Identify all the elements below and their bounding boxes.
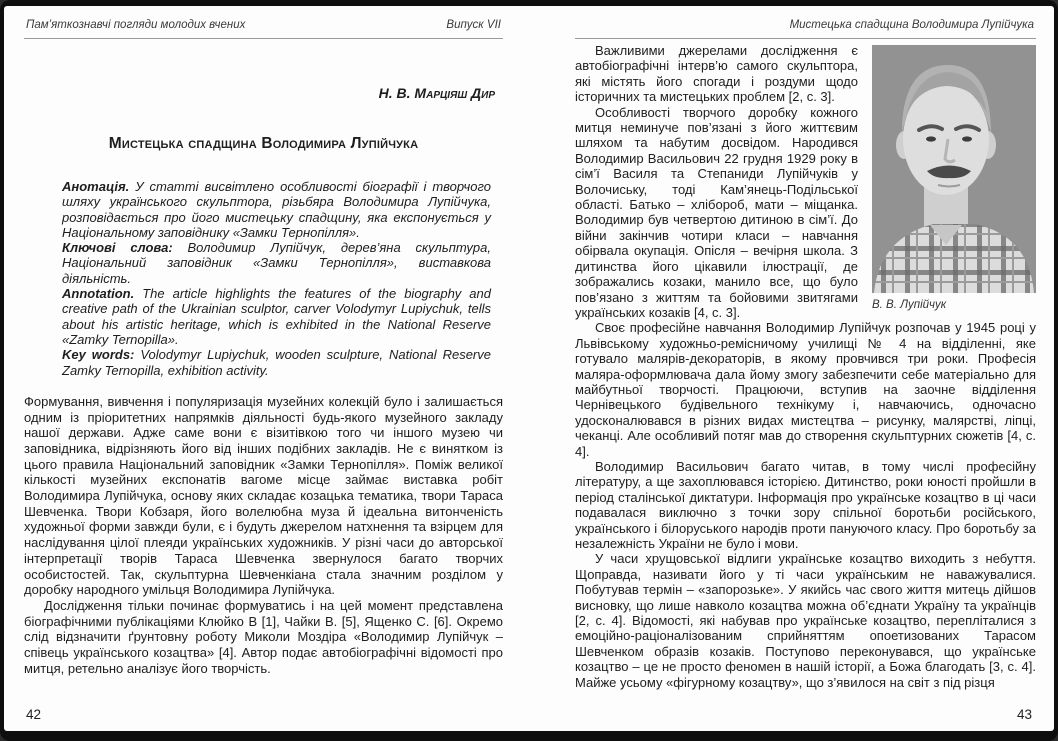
body-paragraph: У часи хрущовської відлиги українське козацтво виходить з небуття. Щоправда, називати його у ті часи українським не наважувалися. Побутував термін – «запорозьке». У якийсь час свого життя митець дійшов висновку, що лише навколо козацтва можна об’єднати Україну та українців [2, с. 4]. Відомості, які набував про українське козацтво, перепліталися з емоційно-раціоналізованим сприйняттям опоетизованих Тарасом Шевченком образів козаків. Поступово переконувався, що українське козацтво – це не просто феномен в нашій історії, а Божа благодать [3, с. 4]. Майже усьому «фігурному козацтву», що з’явилося на світ з під різця <box>575 551 1036 690</box>
article-title: Мистецька спадщина Володимира Лупійчука <box>108 135 419 152</box>
running-head-journal: Пам’яткознавчі погляди молодих вчених <box>26 19 246 31</box>
running-head <box>24 16 503 38</box>
keywords-ua-lead: Ключові слова: <box>62 240 173 256</box>
body-paragraph: Важливими джерелами дослідження є автобіографічні інтерв’ю самого скульптора, які містять його спогади і роздуми щодо історичних та мистецьких проблем [2, с. 3]. <box>575 43 858 105</box>
page-right <box>529 6 1054 731</box>
abstract-en-text: The article highlights the features of the biography and creative path of the Ukrainian sculptor, carver Volodymyr Lupiychuk, tells about his artistic heritage, which is exhibited in the National Reserve «Zamky Ternopilla». <box>62 286 491 347</box>
portrait-caption: В. В. Лупійчук <box>872 299 947 311</box>
running-head <box>575 16 1036 38</box>
body-text-left <box>24 394 503 677</box>
page-number: 42 <box>26 707 42 722</box>
body-paragraph: Дослідження тільки починає формуватись і на цей момент представлена біографічними публікаціями Клюйко В [1], Чайки В. [5], Ященко С. [6]. Окремо слід відзначити ґрунтовну роботу Миколи Моздіра «Володимир Лупійчук – співець українського козацтва» [4]. Автор подає автобіографічні відомості про митця, ретельно аналізує його творчість. <box>24 598 503 676</box>
body-paragraph: Володимир Васильович багато читав, в тому числі професійну літературу, а ще захоплювався історією. Дитинство, роки юності пройшли в період сталінської диктатури. Інформація про українське козацтво в ці часи подавалася виключно з точки зору спільної боротьби російського, українського і білоруського народів проти пануючого класу. Про боротьбу за незалежність України не було і мови. <box>575 458 1036 551</box>
body-text-right <box>575 43 1036 690</box>
abstract-block <box>62 179 491 378</box>
running-head-issue: Випуск VII <box>446 19 501 31</box>
page-number: 43 <box>1016 707 1032 722</box>
keywords-en <box>62 347 491 378</box>
body-paragraph: Своє професійне навчання Володимир Лупійчук розпочав у 1945 році у Львівському художньо-ремісничому училищі № 4 на відділенні, яке готувало малярів-декораторів, в якому провчився три роки. Професія маляра-оформлювача дала йому змогу забезпечити себе матеріально для майбутньої творчості. Працюючи, вступив на заочне відділення Чернівецького будівельного технікуму і, навчаючись, одночасно удосконалювався в різних видах мистецтва – рисунку, малярстві, ліпці, чеканці. Але особливий потяг мав до створення скульптурних сюжетів [4, с. 4]. <box>575 320 1036 459</box>
head-rule <box>24 38 503 39</box>
head-rule <box>575 38 1036 39</box>
author-line: Н. В. Марціяш Дир <box>378 85 495 101</box>
portrait-photo <box>872 45 1036 293</box>
book-spread <box>4 6 1054 731</box>
abstract-ua-lead: Анотація. <box>62 179 130 194</box>
keywords-ua <box>62 240 491 286</box>
portrait-figure <box>872 45 1036 313</box>
running-head-article: Мистецька спадщина Володимира Лупійчука <box>789 19 1034 31</box>
keywords-en-text: Volodymyr Lupiychuk, wooden sculpture, National Reserve Zamky Ternopilla, exhibition activity. <box>62 347 491 378</box>
keywords-ua-text: Володимир Лупійчук, дерев’яна скульптура, Національний заповідник «Замки Тернопілля», виставкова діяльність. <box>62 240 491 286</box>
keywords-en-lead: Key words: <box>62 347 135 363</box>
body-paragraph: Особливості творчого доробку кожного митця неминуче пов’язані з його життєвим шляхом та набутим досвідом. Народився Володимир Васильович 22 грудня 1929 року в сім’ї Василя та Степаниди Лупійчуків у Волочиську, тоді Кам’янець-Подільської області. Батько – хлібороб, мати – міщанка. Володимир був четвертою дитиною в сім’ї. До війни закінчив чотири класи – навчання обірвала окупація. Опісля – вечірня школа. З дитинства його цікавили ілюстрації, де зображались козаки, манило все, що було пов’язано з життям та бойовими звитягами українських козаків [4, с. 3]. <box>575 104 858 320</box>
page-left <box>4 6 529 731</box>
abstract-en <box>62 286 491 347</box>
abstract-ua <box>62 179 491 240</box>
abstract-en-lead: Annotation. <box>62 286 135 302</box>
abstract-ua-text: У статті висвітлено особливості біографії і творчого шляху українського скульптора, різьбяра Володимира Лупійчука, розповідається про його мистецьку спадщину, яка експонується у Національному заповіднику «Замки Тернопілля». <box>62 179 491 240</box>
body-paragraph: Формування, вивчення і популяризація музейних колекцій було і залишається одним із пріоритетних напрямків діяльності будь-якого музейного закладу нашої держави. Адже саме вони є візитівкою того чи іншого музею чи заповідника, відрізняють його від інших подібних закладів. Не є винятком із цього правила Національний заповідник «Замки Тернопілля». Поміж великої кількості музейних експонатів вагоме місце займає виставка робіт Володимира Лупійчука, основу яких складає козацька тематика, твори Тараса Шевченка. Твори Кобзаря, його волелюбна муза й ідеальна витонченість художньої форми завжди були, є і будуть джерелом натхнення та взірцем для наслідування цілої плеяди українських художників. У різні часи до авторської інтерпретації творів Тараса Шевченка звернулося багато творчих особистостей. Так, скульптурна Шевченкіана стала значним розділом у доробку народного умільця Володимира Лупійчука. <box>24 393 503 598</box>
